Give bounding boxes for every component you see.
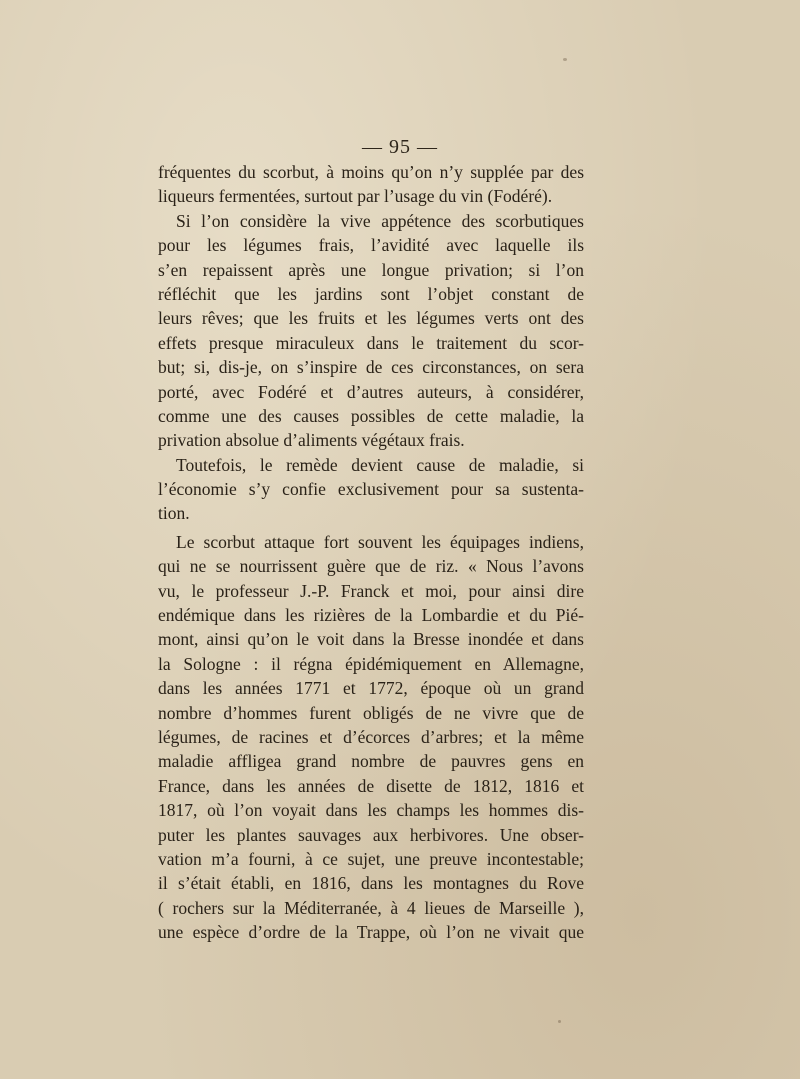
text-line: l’économie s’y confie exclusivement pour sa sustenta-: [158, 479, 584, 500]
text-line: pour les légumes frais, l’avidité avec laquelle ils: [158, 235, 584, 256]
text-line: but; si, dis-je, on s’inspire de ces circonstances, on sera: [158, 357, 584, 378]
text-line: effets presque miraculeux dans le traitement du scor-: [158, 332, 584, 353]
text-line: réfléchit que les jardins sont l’objet constant de: [158, 283, 584, 304]
text-line: maladie affligea grand nombre de pauvres gens en: [158, 751, 584, 772]
text-line: Toutefois, le remède devient cause de maladie, si: [176, 454, 584, 475]
text-line: 1817, où l’on voyait dans les champs les hommes dis-: [158, 800, 584, 821]
text-line: comme une des causes possibles de cette maladie, la: [158, 405, 584, 426]
text-line: leurs rêves; que les fruits et les légumes verts ont des: [158, 308, 584, 329]
text-line: vation m’a fourni, à ce sujet, une preuve incontestable;: [158, 848, 584, 869]
text-line: nombre d’hommes furent obligés de ne vivre que de: [158, 702, 584, 723]
text-line: ( rochers sur la Méditerranée, à 4 lieues de Marseille ),: [158, 897, 584, 918]
text-line: Si l’on considère la vive appétence des scorbutiques: [176, 210, 584, 231]
text-line: il s’était établi, en 1816, dans les montagnes du Rove: [158, 873, 584, 894]
text-line: une espèce d’ordre de la Trappe, où l’on ne vivait que: [158, 922, 584, 943]
text-line: puter les plantes sauvages aux herbivores. Une obser-: [158, 824, 584, 845]
text-line: vu, le professeur J.-P. Franck et moi, pour ainsi dire: [158, 580, 584, 601]
text-line: porté, avec Fodéré et d’autres auteurs, à considérer,: [158, 381, 584, 402]
text-line: qui ne se nourrissent guère que de riz. « Nous l’avons: [158, 556, 584, 577]
text-line: s’en repaissent après une longue privation; si l’on: [158, 259, 584, 280]
body-text: [158, 160, 584, 945]
text-line: tion.: [158, 503, 190, 524]
paper-speck: [563, 58, 567, 61]
text-line: mont, ainsi qu’on le voit dans la Bresse inondée et dans: [158, 629, 584, 650]
text-line: liqueurs fermentées, surtout par l’usage du vin (Fodéré).: [158, 186, 553, 207]
text-line: la Sologne : il régna épidémiquement en Allemagne,: [158, 653, 584, 674]
text-line: endémique dans les rizières de la Lombardie et du Pié-: [158, 605, 584, 626]
text-line: fréquentes du scorbut, à moins qu’on n’y supplée par des: [158, 162, 584, 182]
text-line: France, dans les années de disette de 1812, 1816 et: [158, 775, 584, 796]
text-line: légumes, de racines et d’écorces d’arbres; et la même: [158, 726, 584, 747]
text-line: dans les années 1771 et 1772, époque où un grand: [158, 678, 584, 699]
text-line: privation absolue d’aliments végétaux frais.: [158, 430, 465, 451]
page-number: — 95 —: [362, 136, 438, 158]
paper-speck: [558, 1020, 561, 1023]
text-line: Le scorbut attaque fort souvent les équipages indiens,: [176, 531, 584, 552]
